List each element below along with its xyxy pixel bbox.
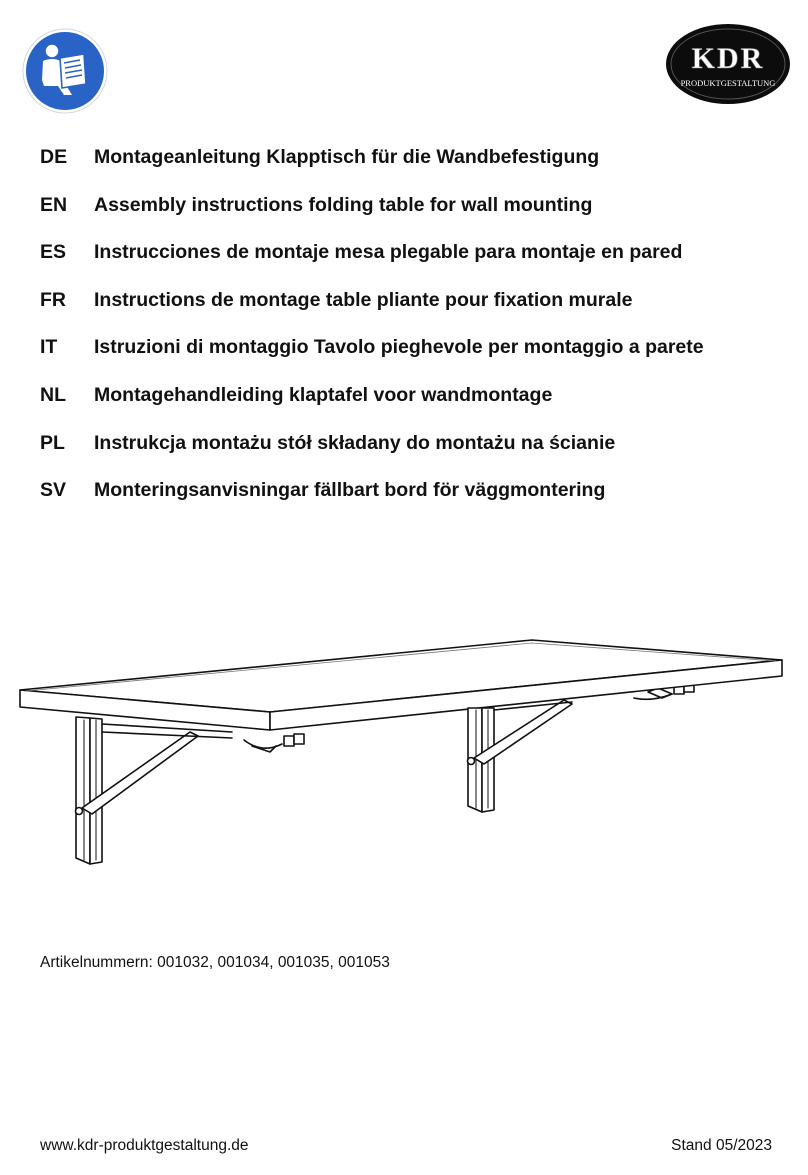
language-code: NL [40,383,66,406]
language-title-row [40,194,704,242]
language-title-row [40,384,704,432]
language-code: FR [40,288,66,311]
language-code: IT [40,336,58,359]
language-title: Instrucciones de montaje mesa plegable para montaje en pared [94,241,683,264]
language-title-list [40,146,704,527]
tabletop [20,640,782,730]
kdr-logo [664,22,792,106]
language-code: SV [40,479,67,502]
language-title-row [40,146,704,194]
language-title: Istruzioni di montaggio Tavolo pieghevole per montaggio a parete [94,336,704,359]
language-title: Monteringsanvisningar fällbart bord för väggmontering [94,479,606,502]
language-title-row [40,336,704,384]
language-title: Assembly instructions folding table for wall mounting [94,193,593,216]
language-title-row [40,432,704,480]
language-title: Instrukcja montażu stół składany do montażu na ścianie [94,431,616,454]
language-title-row [40,289,704,337]
footer-date: Stand 05/2023 [671,1137,772,1154]
front-right-bracket [468,700,573,812]
read-manual-icon [22,28,108,114]
logo-title: KDR [691,42,765,75]
language-title: Montageanleitung Klapptisch für die Wandbefestigung [94,146,600,168]
language-code: PL [40,431,65,454]
language-title: Instructions de montage table pliante pour fixation murale [94,288,633,311]
language-code: DE [40,146,68,168]
logo-subtitle: PRODUKTGESTALTUNG [680,78,776,88]
language-title-row [40,241,704,289]
language-code: ES [40,241,67,264]
front-left-bracket [76,717,233,864]
folding-table-drawing [12,636,802,876]
language-code: EN [40,193,68,216]
language-title-row [40,479,704,527]
article-numbers: Artikelnummern: 001032, 001034, 001035, 001053 [40,954,390,971]
footer-url: www.kdr-produktgestaltung.de [40,1137,249,1154]
language-title: Montagehandleiding klaptafel voor wandmontage [94,383,553,406]
back-left-bracket [244,734,304,752]
